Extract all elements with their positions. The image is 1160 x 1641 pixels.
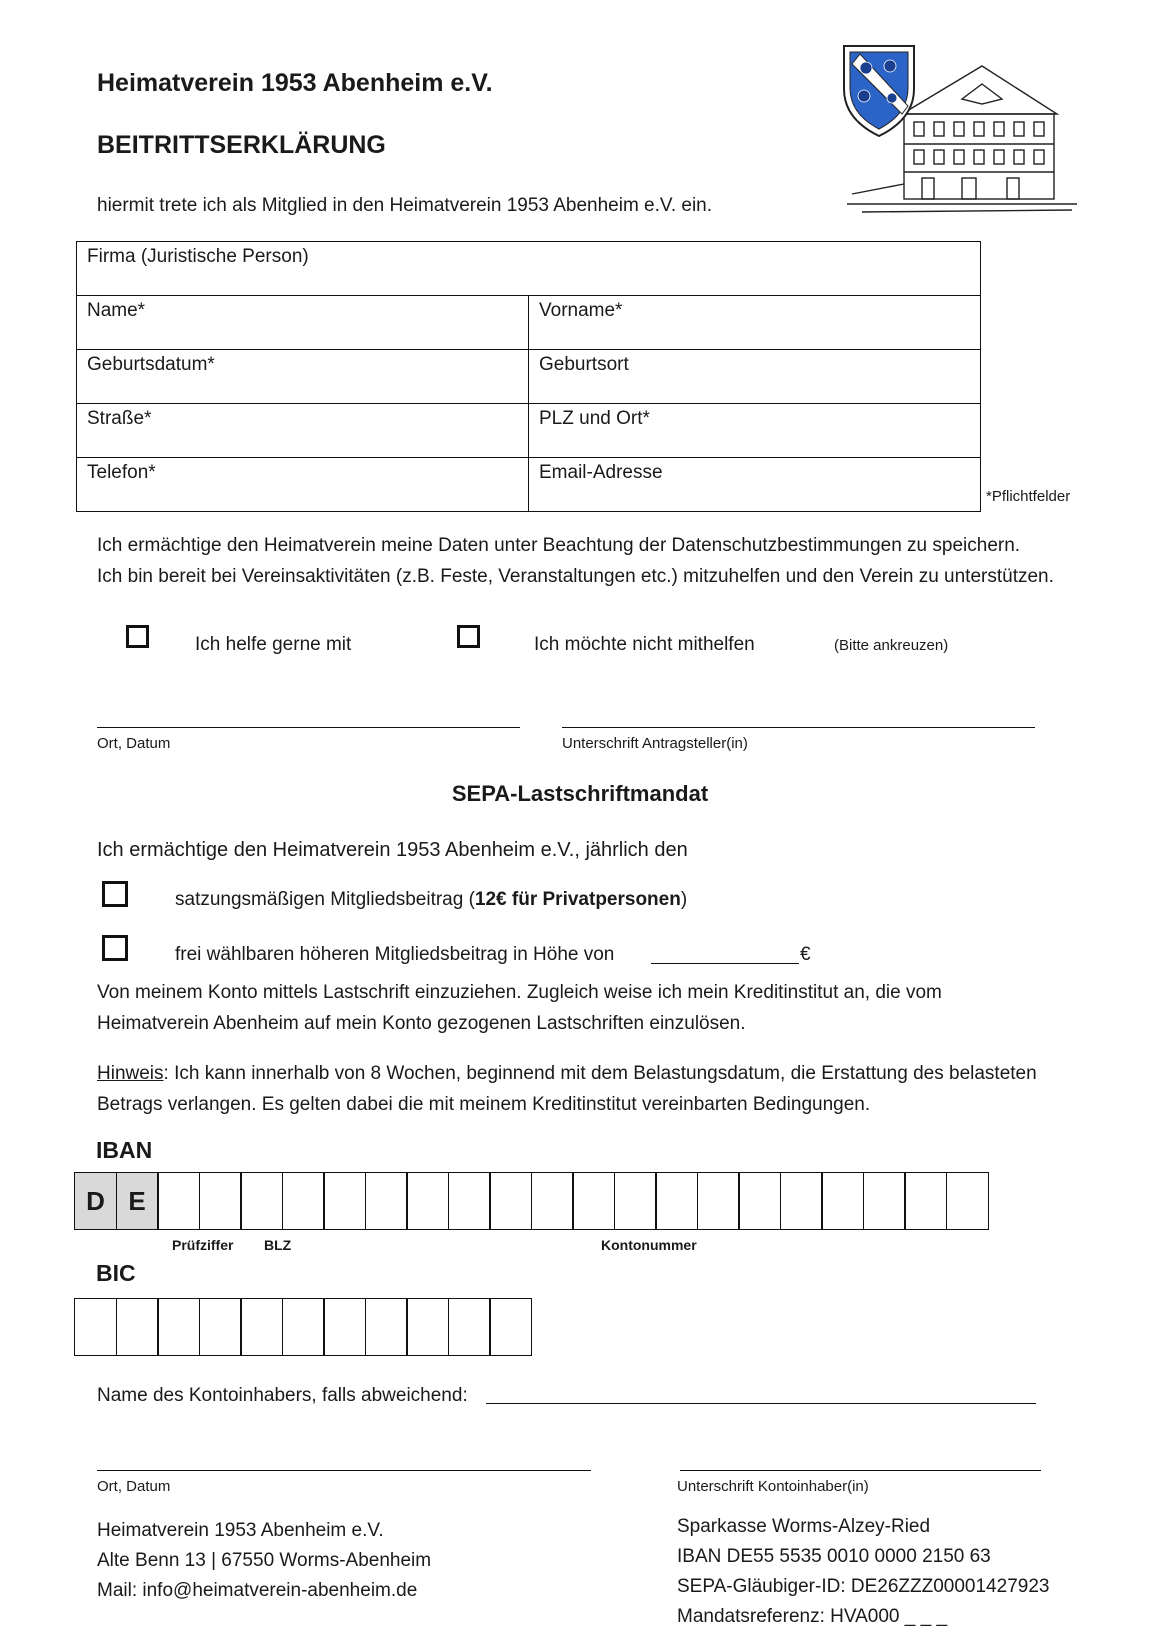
iban-digit-cell[interactable] (448, 1172, 491, 1230)
bic-char-cell[interactable] (406, 1298, 449, 1356)
pflichtfelder-note: *Pflichtfelder (986, 488, 1071, 505)
kontoinhaber-label: Name des Kontoinhabers, falls abweichend: (97, 1385, 468, 1406)
telefon-field[interactable] (77, 458, 529, 512)
consent-line-2: Ich bin bereit bei Vereinsaktivitäten (z.B. Feste, Veranstaltungen etc.) mitzuhelfen und den Verein zu unterstützen. (97, 566, 1054, 587)
strasse-label: Straße* (87, 408, 152, 429)
footer-address: Alte Benn 13 | 67550 Worms-Abenheim (97, 1550, 432, 1571)
ort-datum-label-1: Ort, Datum (97, 735, 171, 752)
vorname-field[interactable] (529, 296, 981, 350)
help-checkbox[interactable] (126, 625, 149, 648)
name-field[interactable] (77, 296, 529, 350)
vorname-label: Vorname* (539, 300, 623, 321)
org-title: Heimatverein 1953 Abenheim e.V. (97, 69, 493, 97)
plz-ort-label: PLZ und Ort* (539, 408, 650, 429)
iban-digit-cell[interactable] (157, 1172, 200, 1230)
footer-bank-iban: IBAN DE55 5535 0010 0000 2150 63 (677, 1546, 991, 1567)
firma-label: Firma (Juristische Person) (87, 246, 309, 267)
iban-digit-cell[interactable] (738, 1172, 781, 1230)
tick-hint: (Bitte ankreuzen) (834, 637, 949, 654)
sepa-intro: Ich ermächtige den Heimatverein 1953 Abenheim e.V., jährlich den (97, 839, 688, 861)
help-label: Ich helfe gerne mit (195, 634, 352, 655)
standard-fee-checkbox[interactable] (102, 881, 128, 907)
footer-mail: Mail: info@heimatverein-abenheim.de (97, 1580, 418, 1601)
ort-datum-line-1[interactable] (97, 727, 520, 728)
hinweis-line-2: Betrags verlangen. Es gelten dabei die mit meinem Kreditinstitut vereinbarten Bedingungen. (97, 1094, 871, 1115)
kontoinhaber-line[interactable] (486, 1403, 1036, 1404)
pruefziffer-label: Prüfziffer (172, 1237, 234, 1253)
iban-label: IBAN (96, 1137, 153, 1163)
sepa-para-line-1: Von meinem Konto mittels Lastschrift einzuziehen. Zugleich weise ich mein Kreditinstitut an, die vom (97, 982, 942, 1003)
footer-creditor-id: SEPA-Gläubiger-ID: DE26ZZZ00001427923 (677, 1576, 1050, 1597)
document-title: BEITRITTSERKLÄRUNG (97, 131, 386, 159)
signature-line-applicant[interactable] (562, 727, 1035, 728)
iban-digit-cell[interactable] (904, 1172, 947, 1230)
custom-fee-label: frei wählbaren höheren Mitgliedsbeitrag in Höhe von (175, 944, 615, 965)
sepa-para-line-2: Heimatverein Abenheim auf mein Konto gezogenen Lastschriften einzulösen. (97, 1013, 746, 1034)
iban-digit-cell[interactable] (655, 1172, 698, 1230)
geburtsdatum-field[interactable] (77, 350, 529, 404)
iban-digit-cell[interactable] (323, 1172, 366, 1230)
iban-digit-cell[interactable] (821, 1172, 864, 1230)
iban-digit-cell[interactable] (946, 1172, 989, 1230)
custom-fee-checkbox[interactable] (102, 935, 128, 961)
iban-digit-cell[interactable] (531, 1172, 574, 1230)
footer-mandate-reference: Mandatsreferenz: HVA000 _ _ _ (677, 1606, 948, 1627)
standard-fee-label (175, 884, 687, 915)
club-logo (842, 44, 1082, 219)
bic-char-cell[interactable] (116, 1298, 159, 1356)
geburtsort-label: Geburtsort (539, 354, 629, 375)
bic-char-cell[interactable] (240, 1298, 283, 1356)
telefon-label: Telefon* (87, 462, 156, 483)
signature-label-account-holder: Unterschrift Kontoinhaber(in) (677, 1478, 869, 1495)
footer-bank-name: Sparkasse Worms-Alzey-Ried (677, 1516, 931, 1537)
geburtsort-field[interactable] (529, 350, 981, 404)
footer-org-name: Heimatverein 1953 Abenheim e.V. (97, 1520, 384, 1541)
iban-digit-cell[interactable] (697, 1172, 740, 1230)
iban-digit-cell[interactable] (572, 1172, 615, 1230)
hinweis-line-1 (97, 1058, 1037, 1089)
no-help-checkbox[interactable] (457, 625, 480, 648)
standard-fee-amount: 12€ für Privatpersonen (474, 889, 681, 910)
geburtsdatum-label: Geburtsdatum* (87, 354, 215, 375)
bic-char-cell[interactable] (74, 1298, 117, 1356)
iban-digit-cell[interactable] (282, 1172, 325, 1230)
iban-digit-cell[interactable] (780, 1172, 823, 1230)
sepa-title: SEPA-Lastschriftmandat (451, 781, 709, 806)
hinweis-text-1: : Ich kann innerhalb von 8 Wochen, beginnend mit dem Belastungsdatum, die Erstattung des belasteten (163, 1063, 1037, 1084)
iban-digit-cell[interactable] (489, 1172, 532, 1230)
bic-char-cell[interactable] (282, 1298, 325, 1356)
bic-char-cell[interactable] (157, 1298, 200, 1356)
currency-symbol: € (800, 944, 811, 965)
custom-fee-amount-line[interactable] (651, 963, 799, 964)
iban-digit-cell[interactable] (240, 1172, 283, 1230)
bic-char-cell[interactable] (489, 1298, 532, 1356)
blz-label: BLZ (264, 1237, 292, 1253)
kontonummer-label: Kontonummer (601, 1237, 697, 1253)
standard-fee-text: satzungsmäßigen Mitgliedsbeitrag ( (175, 889, 475, 910)
consent-line-1: Ich ermächtige den Heimatverein meine Daten unter Beachtung der Datenschutzbestimmungen zu speichern. (97, 535, 1021, 556)
firma-field[interactable] (77, 242, 981, 296)
iban-prefix-cell: D (74, 1172, 117, 1230)
email-field[interactable] (529, 458, 981, 512)
signature-label-applicant: Unterschrift Antragsteller(in) (562, 735, 748, 752)
bic-char-cell[interactable] (323, 1298, 366, 1356)
personal-data-form (76, 241, 981, 512)
hinweis-label: Hinweis (97, 1063, 164, 1084)
iban-prefix-cell: E (116, 1172, 159, 1230)
plz-ort-field[interactable] (529, 404, 981, 458)
bic-char-cell[interactable] (365, 1298, 408, 1356)
iban-digit-cell[interactable] (365, 1172, 408, 1230)
ort-datum-line-2[interactable] (97, 1470, 591, 1471)
bic-grid (74, 1298, 532, 1356)
no-help-label: Ich möchte nicht mithelfen (534, 634, 755, 655)
bic-label: BIC (96, 1260, 136, 1286)
standard-fee-close: ) (680, 889, 688, 910)
iban-digit-cell[interactable] (406, 1172, 449, 1230)
bic-char-cell[interactable] (199, 1298, 242, 1356)
signature-line-account-holder[interactable] (680, 1470, 1041, 1471)
strasse-field[interactable] (77, 404, 529, 458)
name-label: Name* (87, 300, 146, 321)
iban-digit-cell[interactable] (863, 1172, 906, 1230)
intro-text: hiermit trete ich als Mitglied in den Heimatverein 1953 Abenheim e.V. ein. (97, 195, 713, 216)
iban-digit-cell[interactable] (614, 1172, 657, 1230)
bic-char-cell[interactable] (448, 1298, 491, 1356)
iban-grid (74, 1172, 989, 1230)
iban-digit-cell[interactable] (199, 1172, 242, 1230)
email-label: Email-Adresse (539, 462, 663, 483)
ort-datum-label-2: Ort, Datum (97, 1478, 171, 1495)
